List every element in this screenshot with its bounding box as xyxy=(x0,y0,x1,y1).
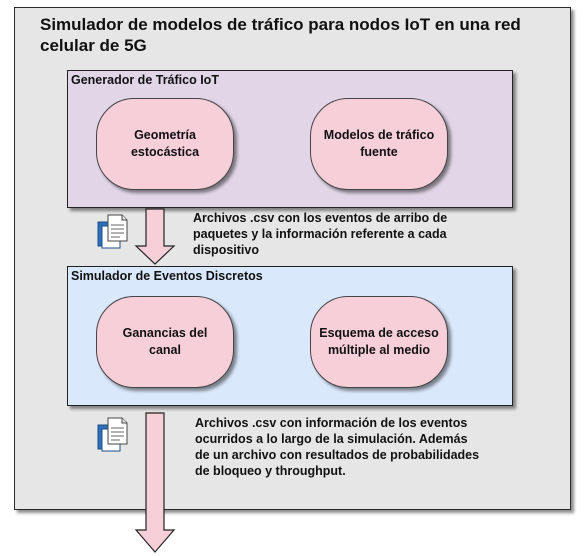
node-source-traffic-models-label: Modelos de tráfico fuente xyxy=(323,128,435,159)
node-source-traffic-models xyxy=(310,98,448,190)
output-note-2: Archivos .csv con información de los eventos ocurridos a lo largo de la simulación. Además de un archivo con resultados de probabilidades de bloqueo y throughput. xyxy=(195,416,480,478)
flow-arrow-2 xyxy=(137,412,177,554)
stage-discrete-event-simulator-label: Simulador de Eventos Discretos xyxy=(71,269,263,283)
stage-traffic-generator-label: Generador de Tráfico IoT xyxy=(71,73,219,87)
node-stochastic-geometry-label: Geometría estocástica xyxy=(130,128,200,159)
output-note-1: Archivos .csv con los eventos de arribo de paquetes y la información referente a cada dispositivo xyxy=(193,211,448,257)
node-channel-gains xyxy=(96,296,234,388)
document-stack-icon xyxy=(96,416,130,454)
document-stack-icon xyxy=(96,213,130,251)
diagram-title: Simulador de modelos de tráfico para nodos IoT en una red celular de 5G xyxy=(40,15,521,55)
node-stochastic-geometry xyxy=(96,98,234,190)
flow-arrow-1 xyxy=(137,208,177,266)
node-multiple-access-scheme-label: Esquema de acceso múltiple al medio xyxy=(319,326,439,357)
node-channel-gains-label: Ganancias del canal xyxy=(122,326,208,357)
node-multiple-access-scheme xyxy=(310,296,448,388)
